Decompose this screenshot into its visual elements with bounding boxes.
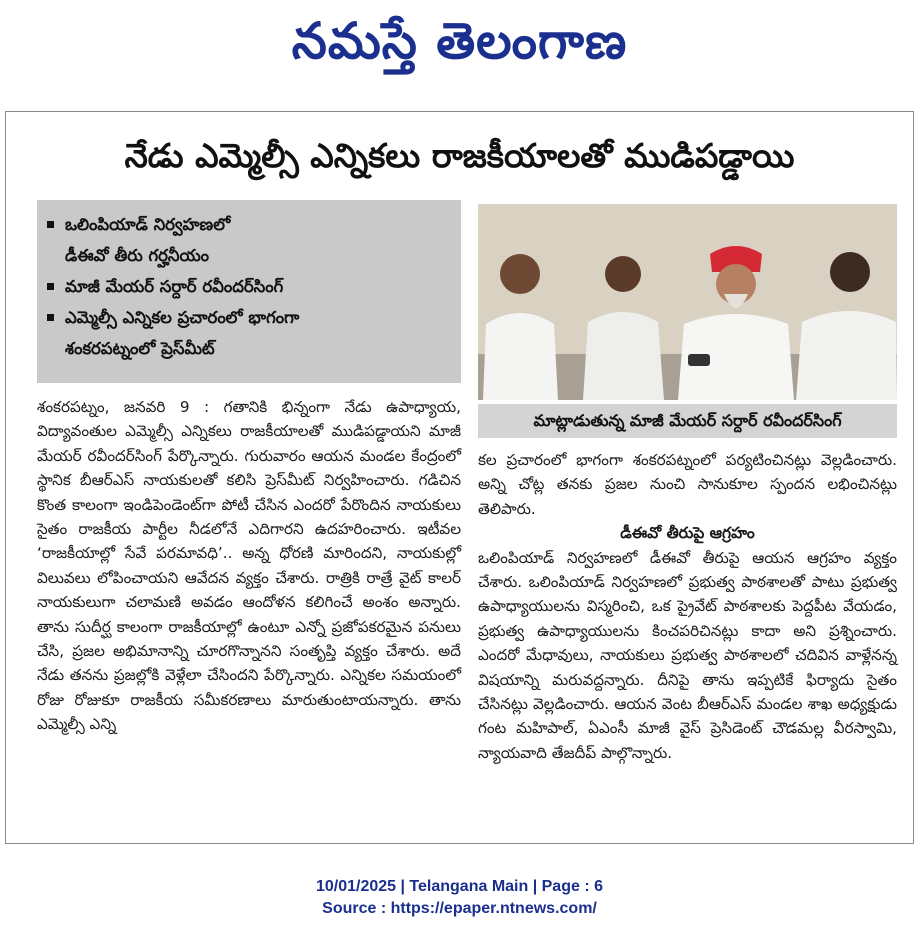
photo-caption: మాట్లాడుతున్న మాజీ మేయర్ సర్దార్ రవీందర్‌సింగ్ <box>478 404 897 438</box>
press-meet-photo <box>478 204 897 400</box>
highlight-item <box>65 209 451 271</box>
article-paragraph: ఒలింపియాడ్ నిర్వహణలో డీఈవో తీరుపై ఆయన ఆగ్రహం వ్యక్తం చేశారు. ఒలింపియాడ్ నిర్వహణలో ప్రభుత్వ పాఠశాలతో పాటు ప్రభుత్వ ఉపాధ్యాయులను విస్మరించి, ఒక ప్రైవేట్ పాఠశాలకు పెద్దపీట వేయడం, ప్రభుత్వ ఉపాధ్యాయులను కించపరిచినట్లు కాదా అని ప్రశ్నించారు. ఎందరో మేధావులు, నాయకులు ప్రభుత్వ పాఠశాలలో చదివిన వాళ్లేనన్న విషయాన్ని మరువద్దన్నారు. దీనిపై తాను ఇప్పటికే ఫిర్యాదు సైతం చేసినట్లు వెల్లడించారు. ఆయన వెంట బీఆర్‌ఎస్ మండల శాఖ అధ్యక్షుడు గంట మహిపాల్, ఏఎంసీ మాజీ వైస్ ప్రెసిడెంట్ చౌడమల్ల వీరస్వామి, న్యాయవాది తేజదీప్ పాల్గొన్నారు. <box>478 548 897 762</box>
highlights-box <box>37 200 461 383</box>
article-body-right-column <box>478 448 897 765</box>
footer-source-link[interactable]: Source : https://epaper.ntnews.com/ <box>322 900 597 917</box>
article-subheading: డీఈవో తీరుపై ఆగ్రహం <box>620 524 755 543</box>
footer-date-edition: 10/01/2025 | Telangana Main | Page : 6 <box>315 878 603 895</box>
page-footer <box>0 876 919 920</box>
article-paragraph: కల ప్రచారంలో భాగంగా శంకరపట్నంలో పర్యటించినట్లు వెల్లడించారు. అన్ని చోట్ల తనకు ప్రజల నుంచి సానుకూల స్పందన లభించినట్లు తెలిపారు. <box>478 451 897 518</box>
masthead-title: నమస్తే తెలంగాణ <box>291 11 628 70</box>
article-headline: నేడు ఎమ్మెల్సీ ఎన్నికలు రాజకీయాలతో ముడిపడ్డాయి <box>124 136 795 175</box>
bullet-square-icon <box>47 283 54 290</box>
article-body-left-column: శంకరపట్నం, జనవరి 9 : గతానికి భిన్నంగా నేడు ఉపాధ్యాయ, విద్యావంతుల ఎమ్మెల్సీ ఎన్నికలు రాజకీయాలతో ముడిపడ్డాయని మాజీ మేయర్ రవీందర్‌సింగ్ పేర్కొన్నారు. గురువారం ఆయన మండల కేంద్రంలో స్థానిక బీఆర్‌ఎస్ నాయకులతో కలిసి ప్రెస్‌మీట్ నిర్వహించారు. గడిచిన కొంత కాలంగా ఇండిపెండెంట్‌గా పోటీ చేసిన ఎందరో పేరొందిన నాయకులు సైతం రాజకీయ పార్టీల నీడలోనే ఎదిగారని ఉదహరించారు. ఇటీవల ‘రాజకీయాల్లో సేవే పరమావధి’.. అన్న ధోరణి మారిందని, నాయకుల్లో విలువలు లోపించాయని ఆవేదన వ్యక్తం చేశారు. రాత్రికి రాత్రే వైట్ కాలర్ నాయకులుగా చలామణి అవడం ఆందోళన కలిగించే అంశం అన్నారు. తాను సుదీర్ఘ కాలంగా రాజకీయాల్లో ఉంటూ ఎన్నో ప్రజోపకరమైన పనులు చేసి, ప్రజల అభిమానాన్ని చూరగొన్నానని సంతృప్తి వ్యక్తం చేశారు. అదే నేడు తనను ప్రజల్లోకి వెళ్లేలా చేసిందని పేర్కొన్నారు. ఎన్నికల సమయంలో రోజు రోజుకూ రాజకీయ సమీకరణాలు మారుతుంటాయన్నారు. తాను ఎమ్మెల్సీ ఎన్ని <box>37 398 461 734</box>
highlight-item <box>65 302 451 364</box>
highlight-item <box>65 271 451 302</box>
bullet-square-icon <box>47 314 54 321</box>
highlight-line: మాజీ మేయర్ సర్దార్ రవీందర్‌సింగ్ <box>65 277 284 296</box>
highlight-line: డీఈవో తీరు గర్హనీయం <box>65 246 210 265</box>
press-meet-photo-illustration <box>478 204 897 400</box>
highlight-line: ఒలింపియాడ్ నిర్వహణలో <box>65 215 231 234</box>
bullet-square-icon <box>47 221 54 228</box>
highlight-line: ఎమ్మెల్సీ ఎన్నికల ప్రచారంలో భాగంగా <box>65 308 300 327</box>
highlight-line: శంకరపట్నంలో ప్రెస్‌మీట్ <box>65 339 215 358</box>
